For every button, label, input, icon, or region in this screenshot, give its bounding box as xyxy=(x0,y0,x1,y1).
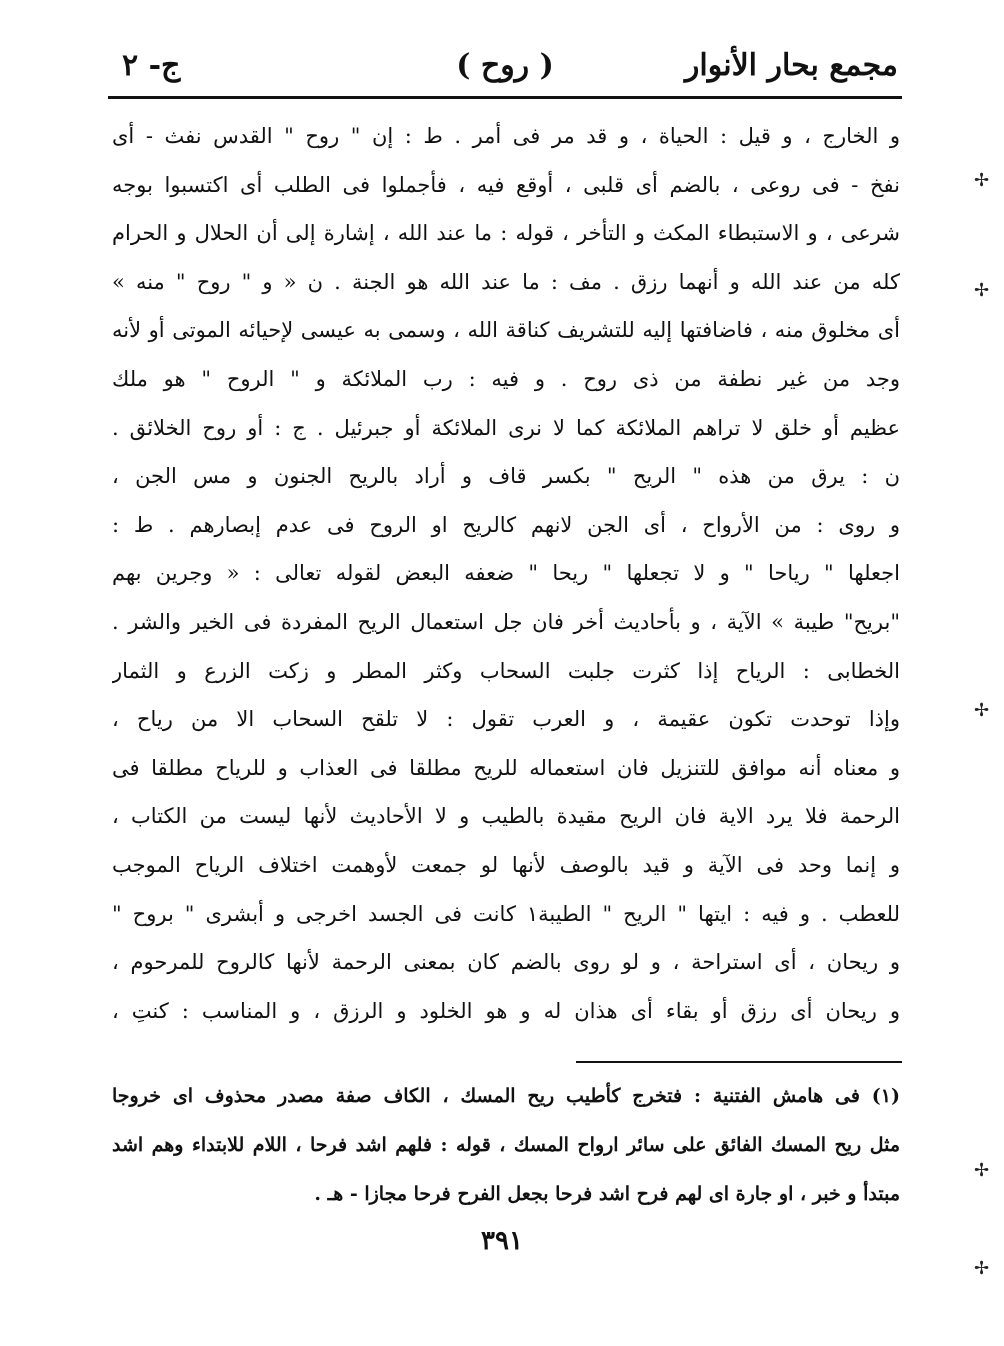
text-line: الخطابى : الرياح إذا كثرت جلبت السحاب وكثر المطر و زكت الزرع و الثمار xyxy=(112,658,900,683)
entry-heading: ( روح ) xyxy=(456,48,554,83)
margin-cross-icon: ✢ xyxy=(974,1258,990,1279)
footnote-line: مثل ريح المسك الفائق على سائر ارواح المسك ، قوله : فلهم اشد فرحا ، اللام للابتداء وهم اشد xyxy=(112,1134,900,1156)
text-line: عظيم أو خلق لا تراهم الملائكة كما لا نرى الملائكة أو جبرئيل . ج : أو روح الخلائق . xyxy=(112,415,900,440)
text-line: ن : يرق من هذه " الريح " بكسر قاف و أراد بالريح الجنون و مس الجن ، xyxy=(112,464,900,489)
main-text xyxy=(112,112,900,1035)
text-line: و معناه أنه موافق للتنزيل فان استعماله للريح مطلقا فى العذاب و للرياح مطلقا فى xyxy=(112,755,900,780)
footnote-rule xyxy=(576,1061,902,1063)
margin-cross-icon: ✢ xyxy=(974,170,990,191)
text-line: اجعلها " رياحا " و لا تجعلها " ريحا " ضعفه البعض لقوله تعالى : « وجرين بهم xyxy=(112,561,900,586)
text-line: شرعى ، و الاستبطاء المكث و التأخر ، قوله : ما عند الله ، إشارة إلى أن الحلال و الحرام xyxy=(112,221,900,246)
text-line: و روى : من الأرواح ، أى الجن لانهم كالريح او الروح فى عدم إبصارهم . ط : xyxy=(112,512,900,537)
margin-cross-icon: ✢ xyxy=(974,700,990,721)
text-line: أى مخلوق منه ، فاضافتها إليه للتشريف كناقة الله ، وسمى به عيسى لإحيائه الموتى أو لأنه xyxy=(112,318,900,343)
footnote-line: مبتدأ و خبر ، او جارة اى لهم فرح اشد فرحا بجعل الفرح فرحا مجازا - هـ . xyxy=(314,1183,900,1205)
text-line: و الخارج ، و قيل : الحياة ، و قد مر فى أمر . ط : إن " روح " القدس نفث - أى xyxy=(112,124,900,148)
margin-cross-icon: ✢ xyxy=(974,280,990,301)
text-line: و ريحان أى رزق أو بقاء أى هذان له و هو الخلود و الرزق ، و المناسب : كنتِ ، xyxy=(112,998,900,1023)
margin-cross-icon: ✢ xyxy=(974,1160,990,1181)
footnotes xyxy=(112,1072,900,1219)
text-line: وجد من غير نطفة من ذى روح . و فيه : رب الملائكة و " الروح " هو ملك xyxy=(112,366,900,391)
text-line: "بريح" طيبة » الآية ، و بأحاديث أخر فان جل استعمال الريح المفردة فى الخير والشر . xyxy=(112,609,900,634)
text-line: كله من عند الله و أنهما رزق . مف : ما عند الله هو الجنة . ن « و " روح " منه » xyxy=(112,269,900,294)
footnote-line: (١) فى هامش الفتنية : فتخرج كأطيب ريح المسك ، الكاف صفة مصدر محذوف اى خروجا xyxy=(112,1085,900,1107)
volume-label: ج- ٢ xyxy=(122,48,181,83)
text-line: و ريحان ، أى استراحة ، و لو روى بالضم كان بمعنى الرحمة لأنها كالروح للمرحوم ، xyxy=(112,950,900,975)
header-rule xyxy=(108,96,902,99)
text-line: للعطب . و فيه : ايتها " الريح " الطيبة١ كانت فى الجسد اخرجى و أبشرى " بروح " xyxy=(112,901,900,926)
text-line: وإذا توحدت تكون عقيمة ، و العرب تقول : لا تلقح السحاب الا من رياح ، xyxy=(112,707,900,732)
page-number: ٣٩١ xyxy=(481,1226,523,1256)
book-title: مجمع بحار الأنوار xyxy=(684,48,898,83)
running-header xyxy=(112,44,898,92)
text-line: الرحمة فلا يرد الاية فان الريح مقيدة بالطيب و لا الأحاديث لأنها ليست من الكتاب ، xyxy=(112,804,900,829)
text-line: نفخ - فى روعى ، بالضم أى قلبى ، أوقع فيه ، فأجملوا فى الطلب أى اكتسبوا بوجه xyxy=(112,172,900,197)
text-line: و إنما وحد فى الآية و قيد بالوصف لأنها لو جمعت لأوهمت اختلاف الرياح الموجب xyxy=(112,852,900,877)
